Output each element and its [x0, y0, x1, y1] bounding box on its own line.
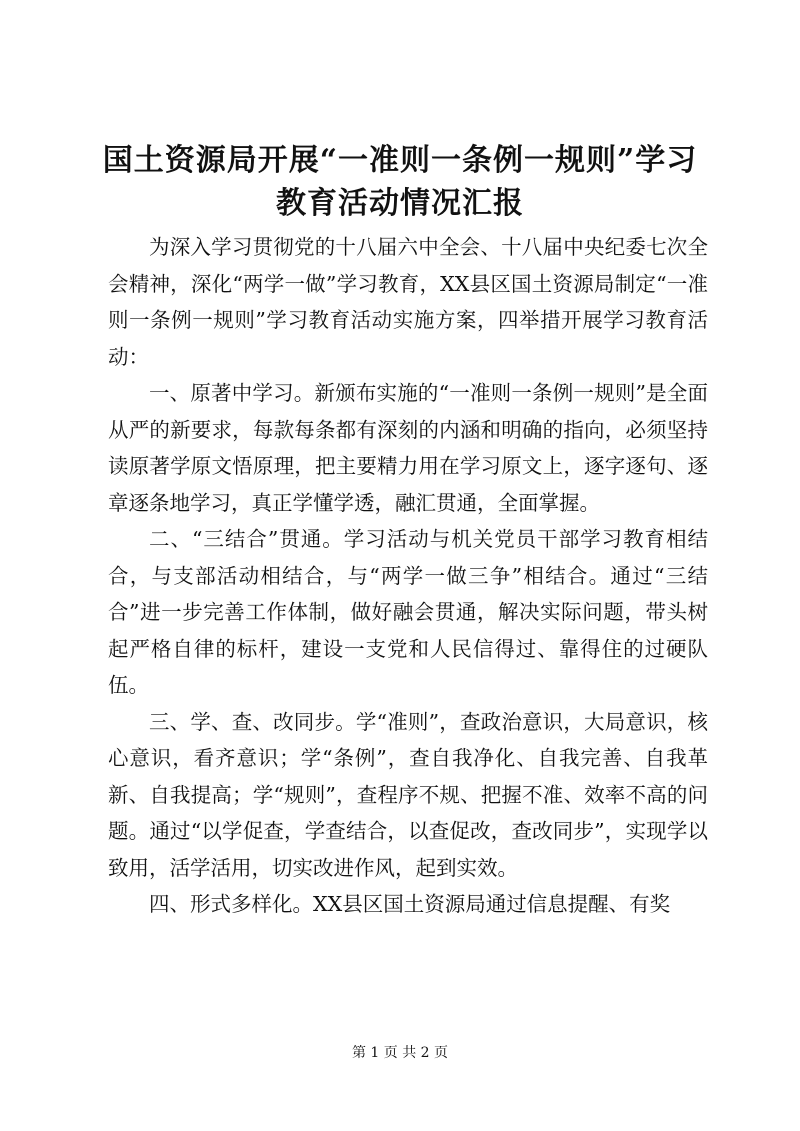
- section-1-paragraph: 一、原著中学习。新颁布实施的“一准则一条例一规则”是全面从严的新要求，每款每条都有深刻的内涵和明确的指向，必须坚持读原著学原文悟原理，把主要精力用在学习原文上，逐字逐句、逐章逐条地学习，真正学懂学透，融汇贯通，全面掌握。: [108, 381, 708, 515]
- document-title-line-1: 国土资源局开展“一准则一条例一规则”学习: [102, 143, 698, 178]
- section-3-paragraph: 三、学、查、改同步。学“准则”，查政治意识，大局意识，核心意识，看齐意识；学“条例”，查自我净化、自我完善、自我革新、自我提高；学“规则”，查程序不规、把握不准、效率不高的问题。通过“以学促查，学查结合，以查促改，查改同步”，实现学以致用，活学活用，切实改进作风，起到实效。: [108, 709, 708, 880]
- document-body: [108, 229, 708, 923]
- section-2-paragraph: 二、“三结合”贯通。学习活动与机关党员干部学习教育相结合，与支部活动相结合，与“两学一做三争”相结合。通过“三结合”进一步完善工作体制，做好融会贯通，解决实际问题，带头树起严格自律的标杆，建设一支党和人民信得过、靠得住的过硬队伍。: [108, 527, 708, 697]
- section-4-paragraph: 四、形式多样化。XX县区国土资源局通过信息提醒、有奖: [149, 892, 671, 916]
- document-title-line-2: 教育活动情况汇报: [276, 186, 524, 221]
- intro-paragraph: 为深入学习贯彻党的十八届六中全会、十八届中央纪委七次全会精神，深化“两学一做”学习教育，XX县区国土资源局制定“一准则一条例一规则”学习教育活动实施方案，四举措开展学习教育活动：: [108, 235, 708, 369]
- page-footer: 第 1 页 共 2 页: [351, 1045, 449, 1061]
